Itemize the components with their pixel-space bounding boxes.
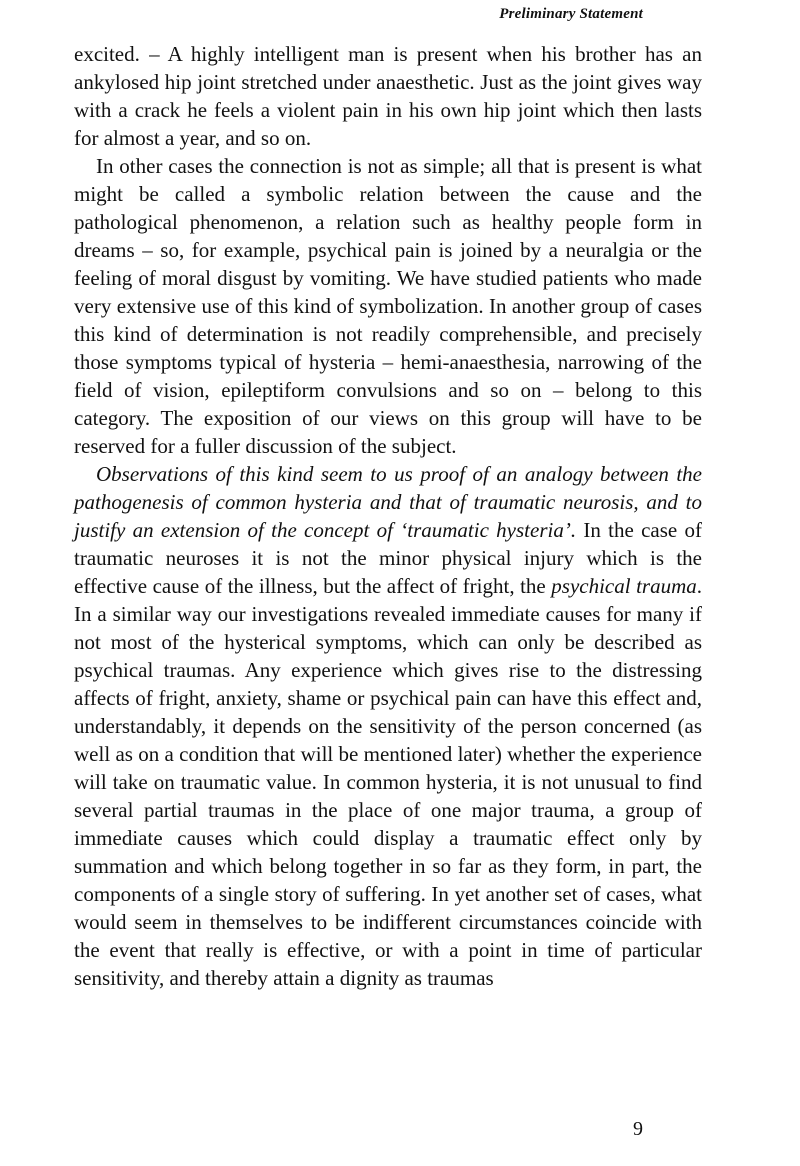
paragraph	[74, 460, 702, 992]
italic-text: Observations of this kind seem to us proof of an analogy between the pathogenesis of common hysteria and that of traumatic neurosis, and to justify an extension of the concept of ‘traumatic hysteria’.	[74, 462, 702, 542]
text-run: excited. – A highly intelligent man is present when his brother has an ankylosed hip joint stretched under anaesthetic. Just as the joint gives way with a crack he feels a violent pain in his own hip joint which then lasts for almost a year, and so on.	[74, 42, 702, 150]
page-number: 9	[633, 1118, 643, 1140]
paragraph	[74, 152, 702, 460]
text-run: In the case of traumatic neuroses it is not the minor physical injury which is the effective cause of the illness, but the affect of fright, the	[74, 518, 703, 598]
paragraph	[74, 40, 702, 152]
text-run: . In a similar way our investigations revealed immediate causes for many if not most of the hysterical symptoms, which can only be described as psychical traumas. Any experience which gives rise to the distressing affects of fright, anxiety, shame or psychical pain can have this effect and, understandably, it depends on the sensitivity of the person concerned (as well as on a condition that will be mentioned later) whether the experience will take on traumatic value. In common hysteria, it is not unusual to find several partial traumas in the place of one major trauma, a group of immediate causes which could display a traumatic effect only by summation and which belong together in so far as they form, in part, the components of a single story of suffering. In yet another set of cases, what would seem in themselves to be indifferent circumstances coincide with the event that really is effective, or with a point in time of particular sensitivity, and thereby attain a dignity as traumas	[74, 574, 702, 990]
body-text	[74, 40, 702, 992]
running-head: Preliminary Statement	[499, 6, 643, 22]
italic-text: psychical trauma	[551, 574, 697, 598]
text-run: In other cases the connection is not as simple; all that is present is what might be called a symbolic relation between the cause and the pathological phenomenon, a relation such as healthy people form in dreams – so, for example, psychical pain is joined by a neuralgia or the feeling of moral disgust by vomiting. We have studied patients who made very extensive use of this kind of symbolization. In another group of cases this kind of determination is not readily comprehensible, and precisely those symptoms typical of hysteria – hemi-anaesthesia, narrowing of the field of vision, epileptiform convulsions and so on – belong to this category. The exposition of our views on this group will have to be reserved for a fuller discussion of the subject.	[74, 154, 702, 458]
